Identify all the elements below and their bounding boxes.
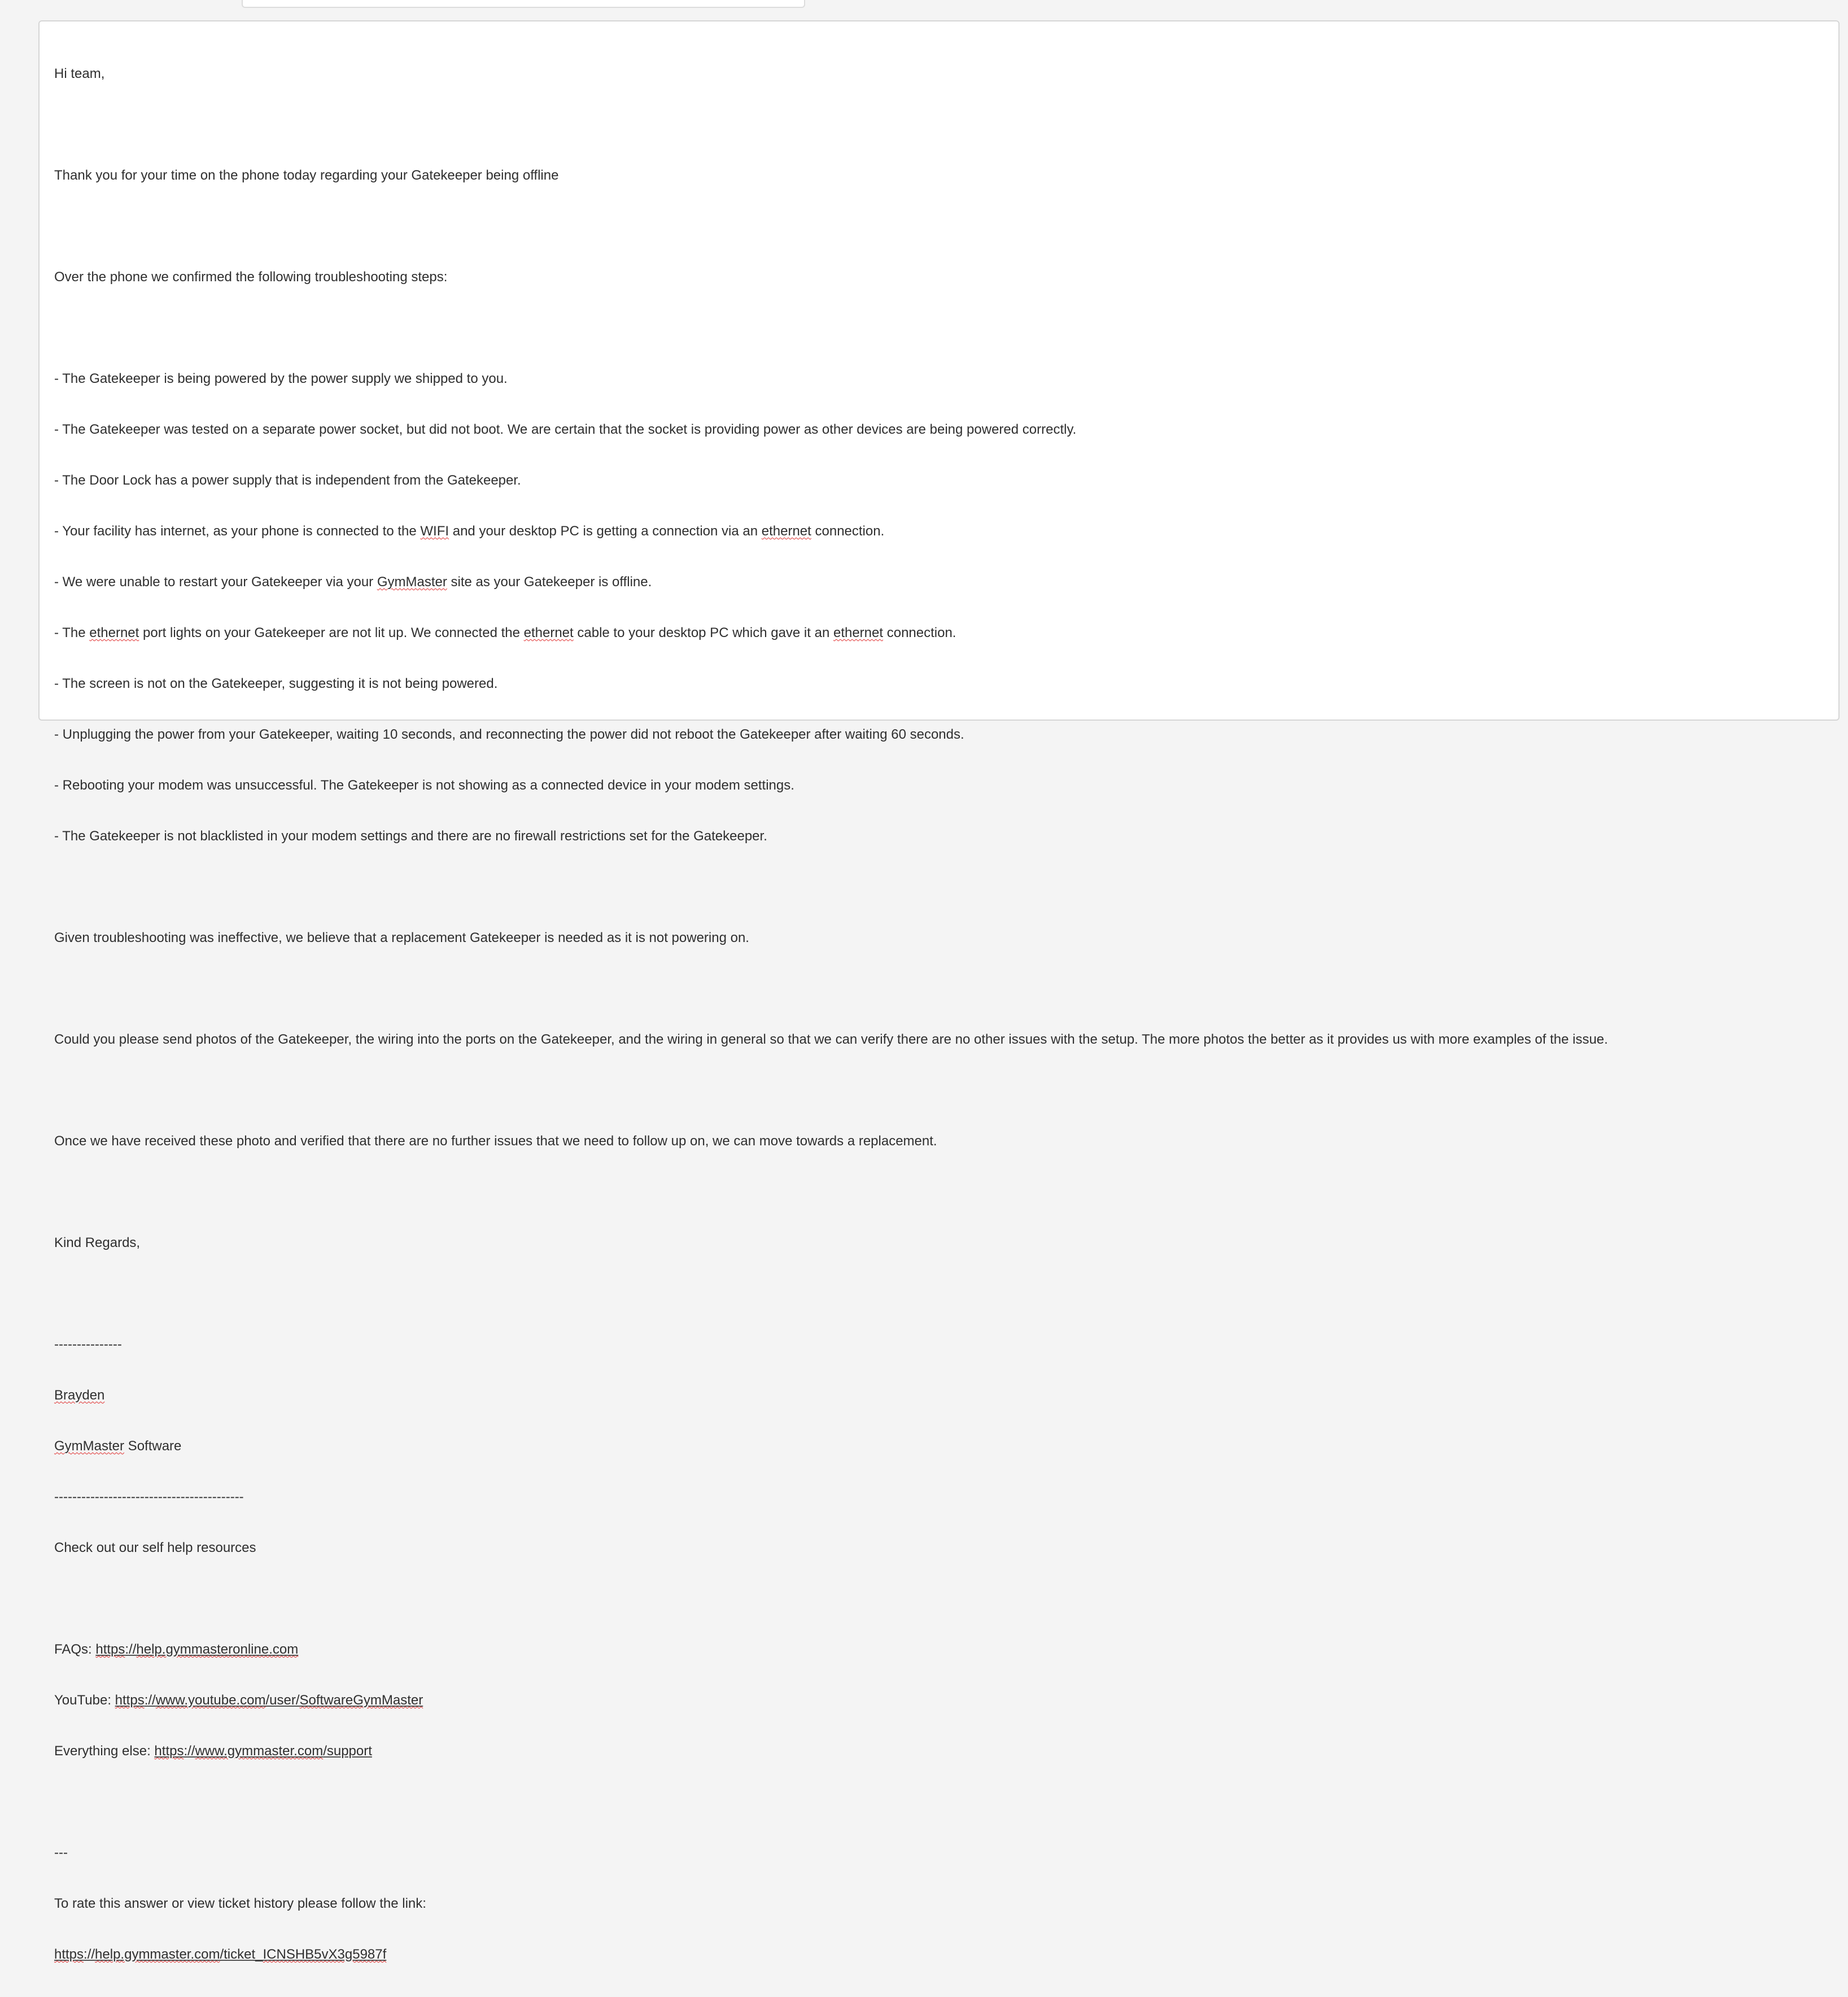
step-4: - Your facility has internet, as your phone is connected to the WIFI and your desktop PC is getting a connection via an ethernet connection. — [54, 524, 885, 539]
greeting: Hi team, — [54, 66, 105, 81]
spelling-flag[interactable]: ethernet — [89, 625, 139, 640]
step-5: - We were unable to restart your Gatekeeper via your GymMaster site as your Gatekeeper is offline. — [54, 574, 652, 590]
step-2: - The Gatekeeper was tested on a separate power socket, but did not boot. We are certain that the socket is providing power as other devices are being powered correctly. — [54, 422, 1077, 437]
youtube-line: YouTube: https://www.youtube.com/user/SoftwareGymMaster — [54, 1693, 423, 1708]
next-steps-paragraph: Once we have received these photo and verified that there are no further issues that we need to follow up on, we can move towards a replacement. — [54, 1133, 937, 1149]
faqs-line: FAQs: https://help.gymmasteronline.com — [54, 1642, 299, 1657]
youtube-link[interactable]: https://www.youtube.com/user/SoftwareGymMaster — [115, 1693, 423, 1708]
signature-separator: --------------- — [54, 1337, 122, 1352]
spelling-flag[interactable]: ethernet — [761, 524, 811, 539]
conclusion-paragraph: Given troubleshooting was ineffective, we believe that a replacement Gatekeeper is needed as it is not powering on. — [54, 930, 749, 945]
signoff: Kind Regards, — [54, 1235, 141, 1250]
signature-name: Brayden — [54, 1388, 105, 1403]
rate-text: To rate this answer or view ticket history please follow the link: — [54, 1896, 426, 1911]
step-10: - The Gatekeeper is not blacklisted in your modem settings and there are no firewall restrictions set for the Gatekeeper. — [54, 829, 767, 844]
steps-intro: Over the phone we confirmed the following troubleshooting steps: — [54, 269, 448, 285]
signature-separator-long: ------------------------------------------ — [54, 1489, 244, 1505]
faqs-link[interactable]: https://help.gymmasteronline.com — [95, 1642, 299, 1657]
ticket-line — [54, 1946, 1608, 1963]
email-body-editor[interactable] — [38, 20, 1840, 1962]
spelling-flag[interactable]: ethernet — [833, 625, 884, 640]
email-body-text — [54, 32, 1608, 1997]
subject-input[interactable] — [242, 0, 805, 8]
step-7: - The screen is not on the Gatekeeper, suggesting it is not being powered. — [54, 676, 498, 691]
spelling-flag[interactable]: ethernet — [523, 625, 574, 640]
spelling-flag[interactable]: GymMaster — [377, 574, 447, 590]
intro-paragraph: Thank you for your time on the phone today regarding your Gatekeeper being offline — [54, 168, 559, 183]
step-1: - The Gatekeeper is being powered by the power supply we shipped to you. — [54, 371, 508, 386]
step-9: - Rebooting your modem was unsuccessful. The Gatekeeper is not showing as a connected device in your modem settings. — [54, 778, 794, 793]
support-link[interactable]: https://www.gymmaster.com/support — [154, 1743, 372, 1759]
step-6: - The ethernet port lights on your Gatekeeper are not lit up. We connected the ethernet cable to your desktop PC which gave it an ethernet connection. — [54, 625, 956, 640]
everything-else-line: Everything else: https://www.gymmaster.com/support — [54, 1743, 372, 1759]
self-help-heading: Check out our self help resources — [54, 1540, 256, 1555]
signature-company: GymMaster Software — [54, 1438, 182, 1454]
spelling-flag[interactable]: WIFI — [420, 524, 449, 539]
step-3: - The Door Lock has a power supply that is independent from the Gatekeeper. — [54, 473, 521, 488]
dash-separator: --- — [54, 1845, 68, 1860]
photos-request-paragraph: Could you please send photos of the Gatekeeper, the wiring into the ports on the Gatekeeper, and the wiring in general so that we can verify there are no other issues with the setup. The more photos the better as it provides us with more examples of the issue. — [54, 1032, 1608, 1047]
ticket-link[interactable]: https://help.gymmaster.com/ticket_ICNSHB5vX3g5987f — [54, 1947, 387, 1962]
step-8: - Unplugging the power from your Gatekeeper, waiting 10 seconds, and reconnecting the power did not reboot the Gatekeeper after waiting 60 seconds. — [54, 727, 964, 742]
